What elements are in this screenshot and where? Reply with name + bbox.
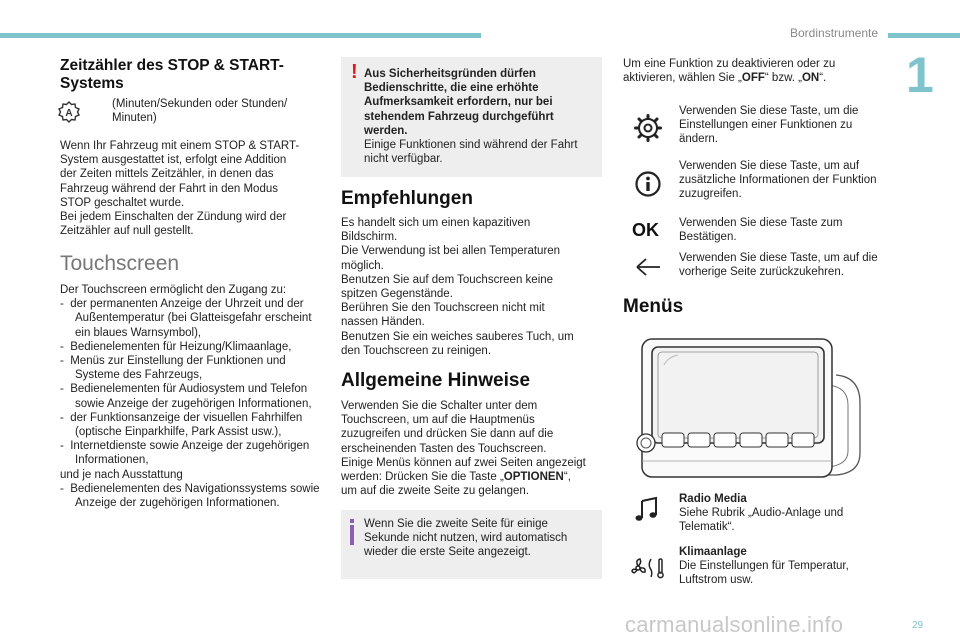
info-marker-bar [350,525,354,545]
info-box [341,510,602,579]
list-item: - der Funktionsanzeige der visuellen Fahrhilfen (optische Einparkhilfe, Park Assist usw.), [60,411,303,439]
menu-klimaanlage-text: Die Einstellungen für Temperatur, Luftstrom usw. [679,560,849,587]
chapter-number: 1 [906,47,934,103]
hinweise-text: Verwenden Sie die Schalter unter dem Touchscreen, um auf die Hauptmenüs zuzugreifen und drücken Sie dann auf die erscheinenden Tasten des Touchscreen. Einige Menüs können auf zwei Seiten angezeigt werden: Drücken Sie die Taste „OPTIONEN“, um auf die zweite Seite zu gelangen. [341,400,586,498]
info-icon [634,170,662,198]
touchscreen-unit-illustration [628,333,868,483]
header-rule-right [888,33,960,38]
list-item: - der permanenten Anzeige der Uhrzeit und der Außentemperatur (bei Glatteisgefahr erscheint ein blaues Warnsymbol), [60,298,312,339]
warning-icon: ! [351,61,358,83]
watermark-text: carmanualsonline.info [625,612,844,637]
settings-gear-icon [634,114,662,142]
key-back-text: Verwenden Sie diese Taste, um auf die vorherige Seite zurückzukehren. [679,252,878,279]
back-arrow-icon [634,257,662,277]
stop-start-timer-icon [58,101,80,123]
menu-radio-media-text: Siehe Rubrik „Audio-Anlage und Telematik“. [679,507,844,534]
stop-start-heading: Zeitzähler des STOP & START-Systems [60,57,284,92]
info-text: Wenn Sie die zweite Seite für einige Sekunde nicht nutzen, wird automatisch wieder die erste Seite angezeigt. [364,518,568,559]
music-note-icon [633,495,661,523]
list-item: - Internetdienste sowie Anzeige der zugehörigen Informationen, [60,440,310,467]
menu-klimaanlage [679,545,879,588]
menu-radio-media-title: Radio Media [679,493,747,505]
chapter-title: Bordinstrumente [790,26,879,40]
climate-icon [631,556,665,580]
empfehlungen-heading: Empfehlungen [341,188,473,209]
stop-start-text: Wenn Ihr Fahrzeug mit einem STOP & START- System ausgestattet ist, erfolgt eine Addition der Zeiten mittels Zeitzähler, in denen das Fahrzeug während der Fahrt in den Modus STOP geschaltet wurde. Bei jedem Einschalten der Zündung wird der Zeitzähler auf null gestellt. [60,140,300,238]
touchscreen-list: Der Touchscreen ermöglicht den Zugang zu: - der permanenten Anzeige der Uhrzeit und der Außentemperatur (bei Glatteisgefahr erscheint ein blaues Warnsymbol), - Bedienelementen für Heizung/Klimaanlage, - Menüs zur Einstellung der Funktionen und Systeme des Fahrzeugs, - Bedienelementen für Audiosystem und Telefon sowie Anzeige der zugehörigen Informationen, - der Funktionsanzeige der visuellen Fahrhilfen (optische Einparkhilfe, Park Assist usw.), - Internetdienste sowie Anzeige der zugehörigen Informationen, und je nach Ausstattung - Bedienelementen des Navigationssystems sowie Anzeige der zugehörigen Informationen. [60,283,328,510]
header-rule-left [0,33,481,38]
key-info-text: Verwenden Sie diese Taste, um auf zusätzliche Informationen der Funktion zuzugreifen. [679,160,877,201]
list-item: - Menüs zur Einstellung der Funktionen und Systeme des Fahrzeugs, [60,355,286,382]
ok-icon: OK [632,220,659,240]
list-item: - Bedienelementen für Audiosystem und Telefon sowie Anzeige der zugehörigen Informationen, [60,383,312,410]
warning-bold-text: Aus Sicherheitsgründen dürfen Bedienschritte, die eine erhöhte Aufmerksamkeit erfordern, nur bei stehendem Fahrzeug durchgeführt werden. [364,68,554,137]
touchscreen-heading: Touchscreen [60,252,180,275]
list-item: - Bedienelementen des Navigationssystems sowie Anzeige der zugehörigen Informationen. [60,482,320,510]
warning-box [341,57,602,177]
hinweise-heading: Allgemeine Hinweise [341,370,531,391]
stop-start-icon-caption: (Minuten/Sekunden oder Stunden/ Minuten) [112,98,288,125]
svg-text:A: A [65,108,73,119]
deactivate-text: Um eine Funktion zu deaktivieren oder zu aktivieren, wählen Sie „OFF“ bzw. „ON“. [623,58,836,85]
info-marker-dot [350,519,354,523]
key-ok-text: Verwenden Sie diese Taste zum Bestätigen. [679,217,843,244]
key-settings-text: Verwenden Sie diese Taste, um die Einstellungen einer Funktionen zu ändern. [679,105,859,146]
menus-heading: Menüs [623,296,684,317]
empfehlungen-text: Es handelt sich um einen kapazitiven Bildschirm. Die Verwendung ist bei allen Temperaturen möglich. Benutzen Sie auf dem Touchscreen keine spitzen Gegenstände. Berühren Sie den Touchscreen nicht mit nassen Händen. Benutzen Sie ein weiches sauberes Tuch, um den Touchscreen zu reinigen. [341,217,574,357]
page-number: 29 [912,620,924,631]
menu-radio-media [679,492,879,535]
warning-text: Einige Funktionen sind während der Fahrt nicht verfügbar. [364,139,578,166]
list-item: - Bedienelementen für Heizung/Klimaanlage, [60,340,292,353]
menu-klimaanlage-title: Klimaanlage [679,546,747,558]
